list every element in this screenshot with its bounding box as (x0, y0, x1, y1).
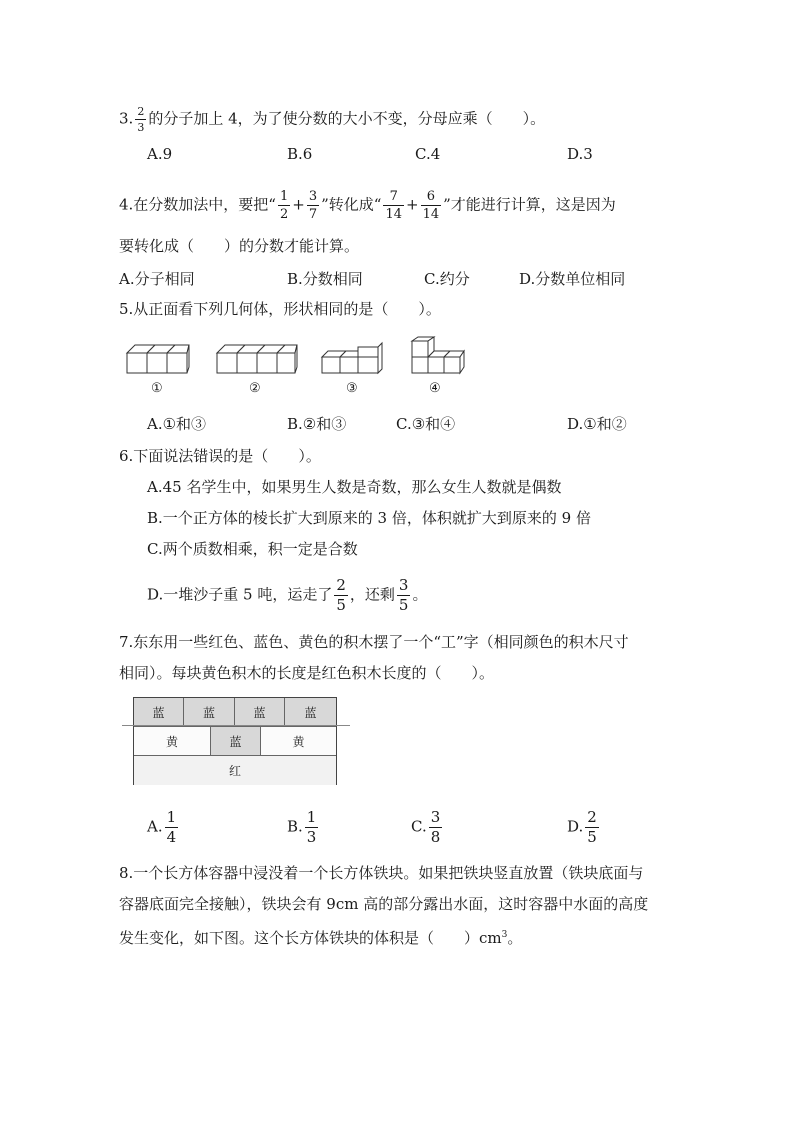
q7-a-frac (165, 810, 179, 845)
q3-frac-den: 3 (137, 121, 145, 134)
q4-plus: + (292, 195, 305, 214)
q7-b-num: 1 (306, 808, 317, 826)
q7-option-d (567, 810, 601, 845)
q7-a-label: A. (147, 817, 163, 836)
q3-option-c: C.4 (415, 145, 441, 163)
q7-d-num: 2 (587, 808, 597, 826)
q6-d-frac-2-den: 5 (398, 596, 409, 614)
q7-d-label: D. (567, 817, 584, 836)
q4-frac-2 (307, 190, 319, 221)
q6-d-frac-2 (397, 578, 411, 613)
q4-prefix: 4.在分数加法中，要把“ (119, 195, 276, 214)
q4-stem (119, 190, 616, 221)
solid-figure-4 (410, 335, 466, 377)
q4-frac-1-den: 2 (279, 207, 289, 222)
q4-plus-2: + (406, 195, 419, 214)
q4-frac-2-den: 7 (308, 207, 318, 222)
q7-option-a (147, 810, 180, 845)
q6-d-frac-1-den: 5 (336, 596, 346, 614)
q7-a-den: 4 (166, 828, 177, 846)
q5-option-b: B.②和③ (287, 415, 347, 433)
q4-suffix: ”才能进行计算，这是因为 (443, 195, 616, 214)
q4-frac-2-num: 3 (308, 189, 318, 204)
q3-number: 3. (119, 109, 134, 128)
q6-option-a: A.45 名学生中，如果男生人数是奇数，那么女生人数就是偶数 (147, 478, 562, 496)
q5-stem: 5.从正面看下列几何体，形状相同的是（ ）。 (119, 300, 441, 318)
block-red: 红 (134, 756, 336, 785)
q7-d-frac (585, 810, 599, 845)
q4-frac-4-den: 14 (422, 207, 440, 222)
block-blue-1: 蓝 (134, 698, 184, 726)
q6-d-frac-2-num: 3 (398, 576, 409, 594)
q4-option-c: C.约分 (424, 270, 470, 288)
q5-option-d: D.①和② (567, 415, 627, 433)
block-diagram (133, 697, 337, 785)
solid-figure-3 (320, 339, 384, 377)
q7-c-num: 3 (430, 808, 441, 826)
solid-label-4: ④ (429, 381, 441, 396)
q4-option-b: B.分数相同 (287, 270, 363, 288)
q6-option-b: B.一个正方体的棱长扩大到原来的 3 倍，体积就扩大到原来的 9 倍 (147, 509, 591, 527)
q8-line3-end: 。 (507, 929, 523, 947)
q7-option-c (411, 810, 444, 845)
block-blue-5: 蓝 (211, 727, 261, 756)
q4-frac-4 (421, 190, 442, 221)
block-blue-2: 蓝 (184, 698, 235, 726)
q5-option-c: C.③和④ (396, 415, 456, 433)
q3-fraction (135, 106, 146, 133)
q8-unit-exponent: 3 (501, 930, 508, 940)
q6-option-c: C.两个质数相乘，积一定是合数 (147, 540, 358, 558)
q6-stem: 6.下面说法错误的是（ ）。 (119, 447, 321, 465)
q7-b-frac (305, 810, 319, 845)
q3-frac-num: 2 (137, 105, 145, 118)
q7-c-den: 8 (430, 828, 441, 846)
q6-d-frac-1-num: 2 (336, 576, 346, 594)
q6-d-mid: ，还剩 (349, 585, 395, 604)
q7-d-den: 5 (587, 828, 597, 846)
q3-option-a: A.9 (147, 145, 173, 163)
q8-stem-line2: 容器底面完全接触），铁块会有 9cm 高的部分露出水面，这时容器中水面的高度 (119, 895, 649, 913)
q7-c-label: C. (411, 817, 427, 836)
q7-stem-line2: 相同）。每块黄色积木的长度是红色积木长度的（ ）。 (119, 664, 495, 682)
block-blue-3: 蓝 (235, 698, 285, 726)
q5-option-a: A.①和③ (147, 415, 207, 433)
q3-stem (119, 106, 545, 133)
q4-frac-3-den: 14 (385, 207, 403, 222)
block-row-bottom (134, 755, 336, 785)
solid-label-1: ① (151, 381, 163, 396)
q7-b-label: B. (287, 817, 303, 836)
q3-option-b: B.6 (287, 145, 313, 163)
solid-figure-2 (215, 339, 299, 377)
q3-text: 的分子加上 4，为了使分数的大小不变，分母应乘（ ）。 (148, 109, 546, 128)
block-guide-line (122, 725, 350, 726)
block-yellow-1: 黄 (134, 727, 211, 756)
block-blue-4: 蓝 (285, 698, 336, 726)
q8-line3-text: 发生变化，如下图。这个长方体铁块的体积是（ ）cm (119, 929, 502, 947)
q4-stem-line2: 要转化成（ ）的分数才能计算。 (119, 237, 360, 255)
q4-frac-3-num: 7 (389, 189, 398, 204)
q4-frac-1 (278, 190, 290, 221)
q6-d-frac-1 (334, 578, 348, 613)
q4-frac-4-num: 6 (426, 189, 435, 204)
q7-a-num: 1 (166, 808, 177, 826)
solid-label-3: ③ (346, 381, 358, 396)
q4-frac-1-num: 1 (279, 189, 289, 204)
q4-frac-3 (383, 190, 404, 221)
q4-mid: ”转化成“ (321, 195, 382, 214)
q7-b-den: 3 (306, 828, 317, 846)
q8-stem-line3 (119, 925, 522, 948)
block-row-middle (134, 726, 336, 756)
q8-stem-line1: 8.一个长方体容器中浸没着一个长方体铁块。如果把铁块竖直放置（铁块底面与 (119, 864, 644, 882)
solid-label-2: ② (249, 381, 261, 396)
q3-option-d: D.3 (567, 145, 593, 163)
q4-option-d: D.分数单位相同 (519, 270, 626, 288)
q7-c-frac (429, 810, 443, 845)
q7-option-b (287, 810, 320, 845)
q4-option-a: A.分子相同 (119, 270, 195, 288)
q6-d-suffix: 。 (412, 585, 428, 604)
block-yellow-2: 黄 (261, 727, 336, 756)
q6-option-d (147, 578, 427, 613)
block-row-top (134, 698, 336, 726)
q7-stem-line1: 7.东东用一些红色、蓝色、黄色的积木摆了一个“工”字（相同颜色的积木尺寸 (119, 633, 629, 651)
q6-d-prefix: D.一堆沙子重 5 吨，运走了 (147, 585, 333, 604)
solid-figure-1 (125, 339, 191, 377)
